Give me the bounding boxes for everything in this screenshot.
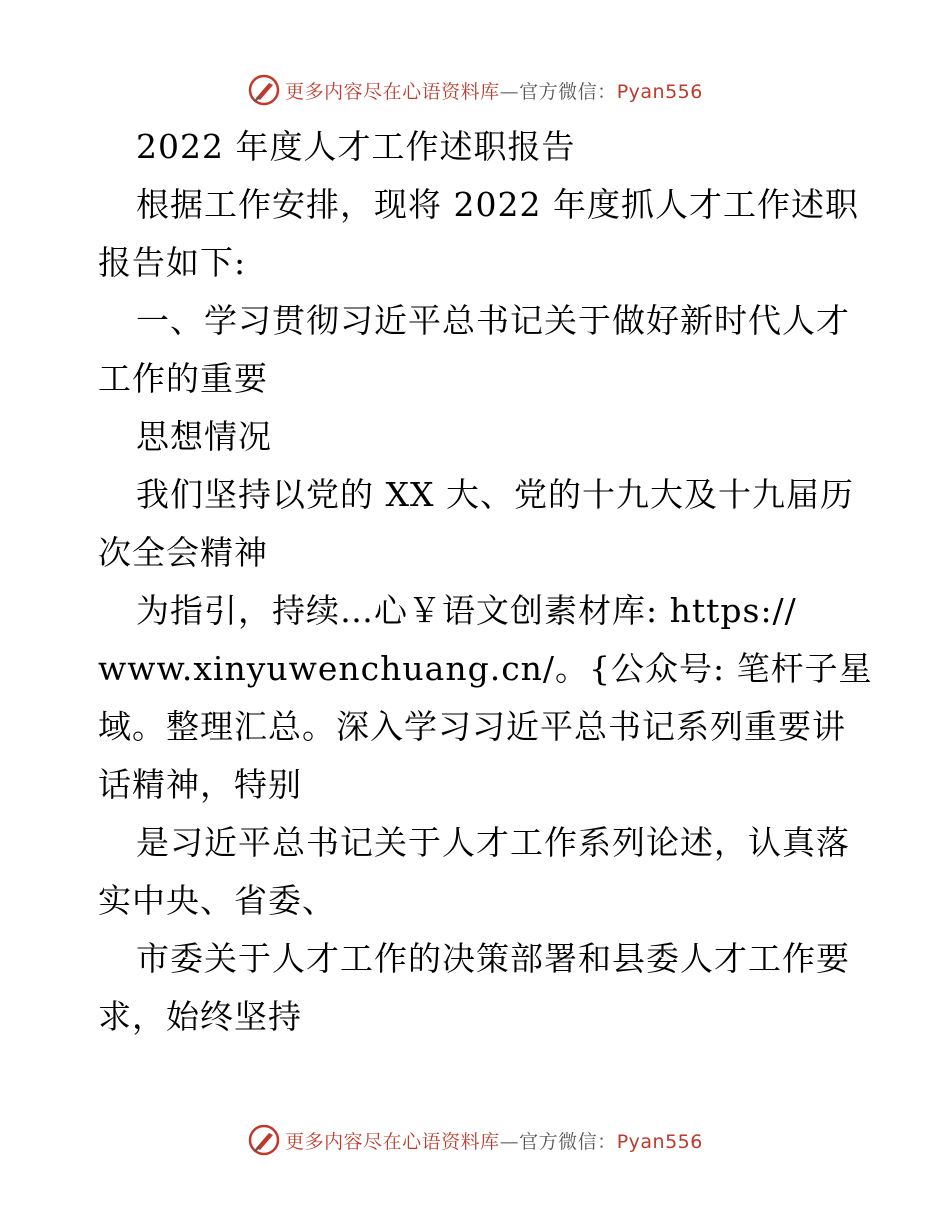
header-watermark-banner	[0, 70, 950, 110]
watermark-wechat-id: Pyan556	[616, 80, 703, 103]
watermark-wechat-label: 官方微信：	[519, 1130, 617, 1153]
paragraph-line: 我们坚持以党的 XX 大、党的十九大及十九届历	[136, 475, 854, 514]
paragraph-line: 求，始终坚持	[98, 997, 302, 1036]
paragraph-line: 域。整理汇总。深入学习习近平总书记系列重要讲	[98, 707, 846, 746]
paragraph-line: 次全会精神	[98, 533, 268, 572]
footer-watermark-banner	[0, 1120, 950, 1160]
paragraph-line: 是习近平总书记关于人才工作系列论述，认真落	[136, 823, 850, 862]
section-heading-line: 思想情况	[136, 417, 272, 456]
watermark-dash: —	[499, 1130, 520, 1153]
paragraph-line: 报告如下:	[98, 243, 247, 282]
watermark-wechat-label: 官方微信：	[519, 80, 617, 103]
watermark-main-text: 更多内容尽在心语资料库	[285, 80, 500, 103]
quill-pen-logo-icon	[247, 1123, 281, 1157]
watermark-main-text: 更多内容尽在心语资料库	[285, 1130, 500, 1153]
document-title: 2022 年度人才工作述职报告	[136, 127, 576, 166]
watermark-text	[285, 77, 703, 104]
quill-pen-logo-icon	[247, 73, 281, 107]
document-body	[98, 118, 873, 1046]
paragraph-line: www.xinyuwenchuang.cn/。{公众号: 笔杆子星	[98, 649, 873, 688]
watermark-wechat-id: Pyan556	[616, 1130, 703, 1153]
watermark-dash: —	[499, 80, 520, 103]
section-heading-line: 工作的重要	[98, 359, 268, 398]
paragraph-line: 为指引，持续…心￥语文创素材库: https://	[136, 591, 797, 630]
paragraph-line: 实中央、省委、	[98, 881, 336, 920]
paragraph-line: 根据工作安排，现将 2022 年度抓人才工作述职	[136, 185, 859, 224]
watermark-text	[285, 1127, 703, 1154]
paragraph-line: 话精神，特别	[98, 765, 302, 804]
paragraph-line: 市委关于人才工作的决策部署和县委人才工作要	[136, 939, 850, 978]
section-heading-line: 一、学习贯彻习近平总书记关于做好新时代人才	[136, 301, 850, 340]
